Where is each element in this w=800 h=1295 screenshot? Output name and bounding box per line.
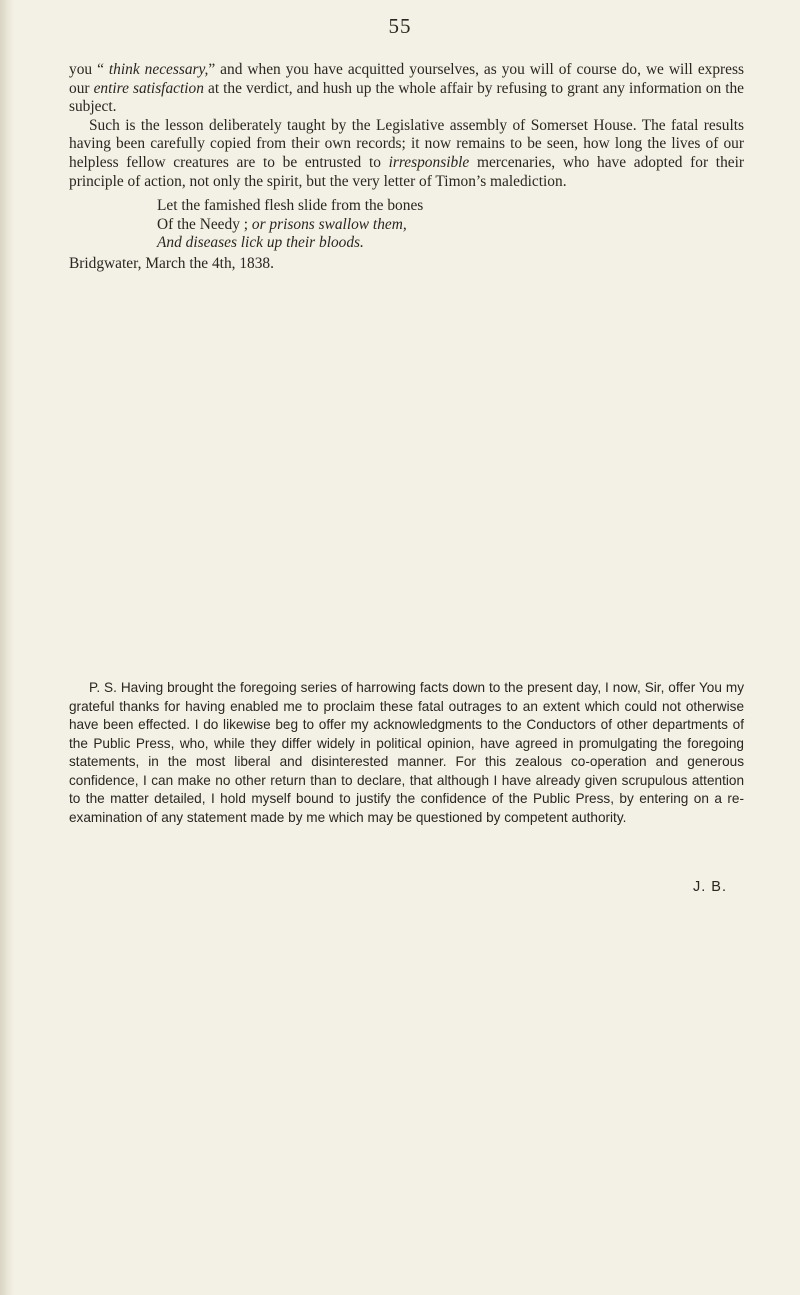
page-binding-edge	[0, 0, 14, 1295]
paragraph-1-text: at the verdict, and hush up the whole affair by refusing to grant any information on the subject.	[69, 79, 744, 116]
verse-quotation	[69, 197, 744, 253]
verse-line-2	[157, 216, 744, 235]
letter-body	[69, 61, 744, 274]
postscript	[69, 679, 744, 827]
page-number: 55	[388, 14, 412, 38]
paragraph-1-italic: entire satisfaction	[93, 79, 204, 97]
paragraph-1-text: you “	[69, 61, 109, 78]
verse-line-1: Let the famished flesh slide from the bones	[157, 197, 424, 215]
paragraph-1-text: ” and when you have acquitted yourselves, as you will of course do, we will express our	[69, 61, 744, 97]
paragraph-2-italic: irresponsible	[388, 153, 470, 171]
paragraph-1-italic: think necessary,	[108, 61, 209, 78]
signoff-place-date: Bridgwater, March the 4th, 1838.	[69, 254, 274, 272]
author-initials: J. B.	[693, 879, 728, 895]
paragraph-1	[69, 61, 744, 117]
paragraph-2-text: mercenaries, who have adopted for their principle of action, not only the spirit, but the very letter of Timon’s malediction.	[69, 153, 745, 190]
postscript-text: P. S. Having brought the foregoing series of harrowing facts down to the present day, I now, Sir, offer You my grateful thanks for having enabled me to proclaim these fatal outrages to an extent which could not otherwise have been effected. I do likewise beg to offer my acknowledgments to the Conductors of other departments of the Public Press, who, while they differ widely in political opinion, have agreed in promulgating the foregoing statements, in the most liberal and disinterested manner. For this zealous co-operation and generous confidence, I can make no other return than to declare, that although I have already given scrupulous attention to the matter detailed, I hold myself bound to justify the confidence of the Public Press, by entering on a re-examination of any statement made by me which may be questioned by competent authority.	[69, 680, 744, 825]
verse-line-2-italic: or prisons swallow them,	[251, 215, 407, 233]
paragraph-2	[69, 117, 744, 191]
verse-line-2-text: Of the Needy ;	[157, 215, 252, 233]
paragraph-2-text: Such is the lesson deliberately taught by the Legislative assembly of Somerset House. The fatal results having been carefully copied from their own records; it now remains to be seen, how long the lives of our helpless fellow creatures are to be entrusted to	[69, 116, 744, 171]
verse-line-3: And diseases lick up their bloods.	[157, 234, 364, 252]
